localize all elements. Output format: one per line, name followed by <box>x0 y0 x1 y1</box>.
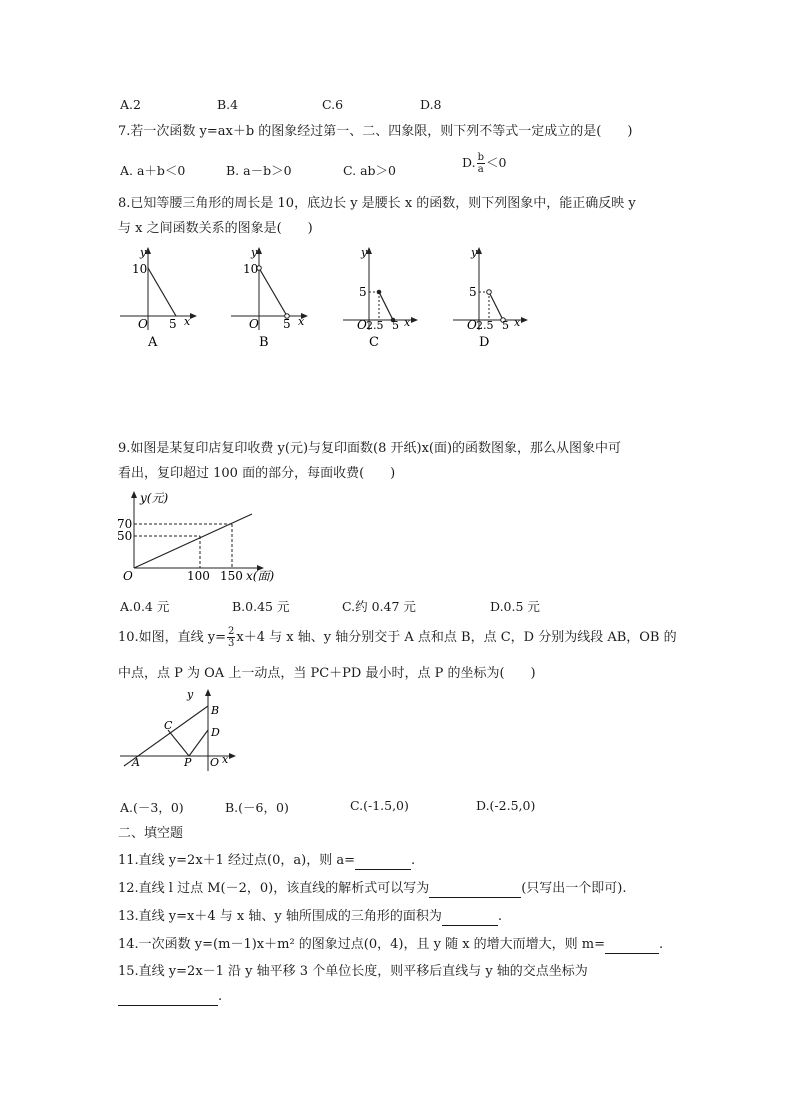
q9-stem-line1: 9.如图是某复印店复印收费 y(元)与复印面数(8 开纸)x(面)的函数图象，那么从图象中可 <box>118 441 622 456</box>
q8-graph-label-d: D <box>479 335 490 350</box>
q10-x-label: x <box>222 753 229 766</box>
q8d-y-label: y <box>471 246 478 259</box>
q10-point-c: C <box>164 719 173 732</box>
q15-answer-blank[interactable] <box>118 991 218 1006</box>
q8a-tick-10: 10 <box>132 262 148 276</box>
q13-answer-blank[interactable] <box>442 911 498 926</box>
q7-stem: 7.若一次函数 y=ax＋b 的图象经过第一、二、四象限，则下列不等式一定成立的是( ) <box>118 124 633 139</box>
q8-graph-d <box>453 246 528 350</box>
q9-x-tick-150: 150 <box>220 569 243 583</box>
q11-text: 11.直线 y=2x＋1 经过点(0，a)，则 a= <box>118 853 355 868</box>
q11-answer-blank[interactable] <box>355 855 411 870</box>
q8b-x-label: x <box>298 315 305 328</box>
q8c-tick-5x: 5 <box>392 319 399 332</box>
q10-stem-line2: 中点，点 P 为 OA 上一动点，当 PC＋PD 最小时，点 P 的坐标为( ) <box>118 666 536 681</box>
q10-y-label: y <box>187 688 194 701</box>
q8b-tick-5: 5 <box>283 317 291 331</box>
q8-graphs <box>112 244 532 352</box>
q9-y-label: y(元) <box>140 491 169 505</box>
q9-y-tick-70: 70 <box>117 517 133 531</box>
q10-stem-line1 <box>118 626 677 649</box>
q14-post: . <box>659 937 664 952</box>
q11-post: . <box>411 853 416 868</box>
q8c-tick-5: 5 <box>359 285 367 299</box>
q7-frac-den: a <box>477 164 484 175</box>
q10-point-d: D <box>211 726 220 739</box>
q7-option-d <box>462 152 506 175</box>
q15-line1: 15.直线 y=2x－1 沿 y 轴平移 3 个单位长度，则平移后直线与 y 轴的交点坐标为 <box>118 964 588 979</box>
q8a-y-label: y <box>140 246 147 259</box>
q6-option-a: A.2 <box>120 97 141 112</box>
section-fill-title: 二、填空题 <box>118 826 184 841</box>
q9-graph <box>112 488 302 586</box>
q7-option-c: C. ab＞0 <box>343 163 396 178</box>
q12-post: (只写出一个即可). <box>521 881 627 896</box>
q11 <box>118 852 415 870</box>
q8c-tick-25: 2.5 <box>366 319 384 332</box>
q9-stem-line2: 看出，复印超过 100 面的部分，每面收费( ) <box>118 466 396 481</box>
q8-graph-label-a: A <box>148 335 158 350</box>
q7-frac-num: b <box>477 152 484 163</box>
q10-frac-num: 2 <box>228 626 235 637</box>
q8-graph-a <box>120 246 197 350</box>
q15-line2 <box>118 988 222 1006</box>
q10-option-d: D.(-2.5,0) <box>476 798 536 813</box>
q13 <box>118 908 502 926</box>
q8c-origin: O <box>357 318 367 332</box>
q8d-origin: O <box>467 318 477 332</box>
q8-stem-line2: 与 x 之间函数关系的图象是( ) <box>118 221 313 236</box>
q10-point-a: A <box>132 756 140 769</box>
q10-option-c: C.(-1.5,0) <box>350 798 409 813</box>
q8-graph-c <box>343 246 418 350</box>
q8d-tick-5x: 5 <box>502 319 509 332</box>
q8-graph-label-b: B <box>259 335 269 350</box>
q14-answer-blank[interactable] <box>605 939 659 954</box>
q10-origin: O <box>210 756 220 769</box>
q8d-tick-5: 5 <box>469 285 477 299</box>
q8b-tick-10: 10 <box>243 262 259 276</box>
q7-option-d-tail: ＜0 <box>485 155 507 170</box>
q8d-tick-25: 2.5 <box>476 319 494 332</box>
q8b-origin: O <box>249 317 259 331</box>
q8a-tick-5: 5 <box>169 317 177 331</box>
q9-x-label: x(面) <box>246 569 275 583</box>
q7-option-b: B. a－b＞0 <box>226 163 292 178</box>
q6-option-d: D.8 <box>420 97 442 112</box>
q7-option-d-label: D. <box>462 155 476 170</box>
q10-point-p: P <box>184 756 192 769</box>
q8-graph-label-c: C <box>369 335 379 350</box>
q9-y-tick-50: 50 <box>117 529 133 543</box>
q8a-x-label: x <box>184 315 191 328</box>
q10-frac-den: 3 <box>228 638 235 649</box>
q15-post: . <box>218 989 223 1004</box>
q8-graph-b <box>231 246 308 350</box>
q6-option-c: C.6 <box>322 97 344 112</box>
q9-option-c: C.约 0.47 元 <box>342 599 416 614</box>
q8b-y-label: y <box>251 246 258 259</box>
q8-stem-line1: 8.已知等腰三角形的周长是 10，底边长 y 是腰长 x 的函数，则下列图象中，能正确反映 y <box>118 196 636 211</box>
q8c-y-label: y <box>361 246 368 259</box>
q7-option-a: A. a＋b＜0 <box>120 163 186 178</box>
q9-option-b: B.0.45 元 <box>232 599 290 614</box>
q12-answer-blank[interactable] <box>429 883 521 898</box>
q10-stem-post: x＋4 与 x 轴、y 轴分别交于 A 点和点 B，点 C，D 分别为线段 AB，OB 的 <box>236 630 677 645</box>
q10-option-a: A.(－3，0) <box>120 800 184 815</box>
q14 <box>118 936 663 954</box>
q10-graph <box>112 686 242 776</box>
q10-stem-pre: 10.如图，直线 y= <box>118 630 227 645</box>
q12 <box>118 880 627 898</box>
q9-origin: O <box>123 569 133 583</box>
q8c-x-label: x <box>404 316 411 329</box>
q13-text: 13.直线 y=x＋4 与 x 轴、y 轴所围成的三角形的面积为 <box>118 909 442 924</box>
q13-post: . <box>497 909 502 924</box>
q7-option-d-fraction <box>477 152 485 175</box>
q14-text: 14.一次函数 y=(m－1)x＋m² 的图象过点(0，4)，且 y 随 x 的增大而增大，则 m= <box>118 937 606 952</box>
q9-option-d: D.0.5 元 <box>490 599 540 614</box>
q10-option-b: B.(－6，0) <box>225 800 289 815</box>
q9-option-a: A.0.4 元 <box>120 599 170 614</box>
q8a-origin: O <box>138 317 148 331</box>
q6-option-b: B.4 <box>217 97 239 112</box>
q10-point-b: B <box>211 704 220 717</box>
q10-fraction <box>227 626 235 649</box>
q9-x-tick-100: 100 <box>187 569 210 583</box>
q8d-x-label: x <box>514 316 521 329</box>
q12-text: 12.直线 l 过点 M(－2，0)，该直线的解析式可以写为 <box>118 881 430 896</box>
